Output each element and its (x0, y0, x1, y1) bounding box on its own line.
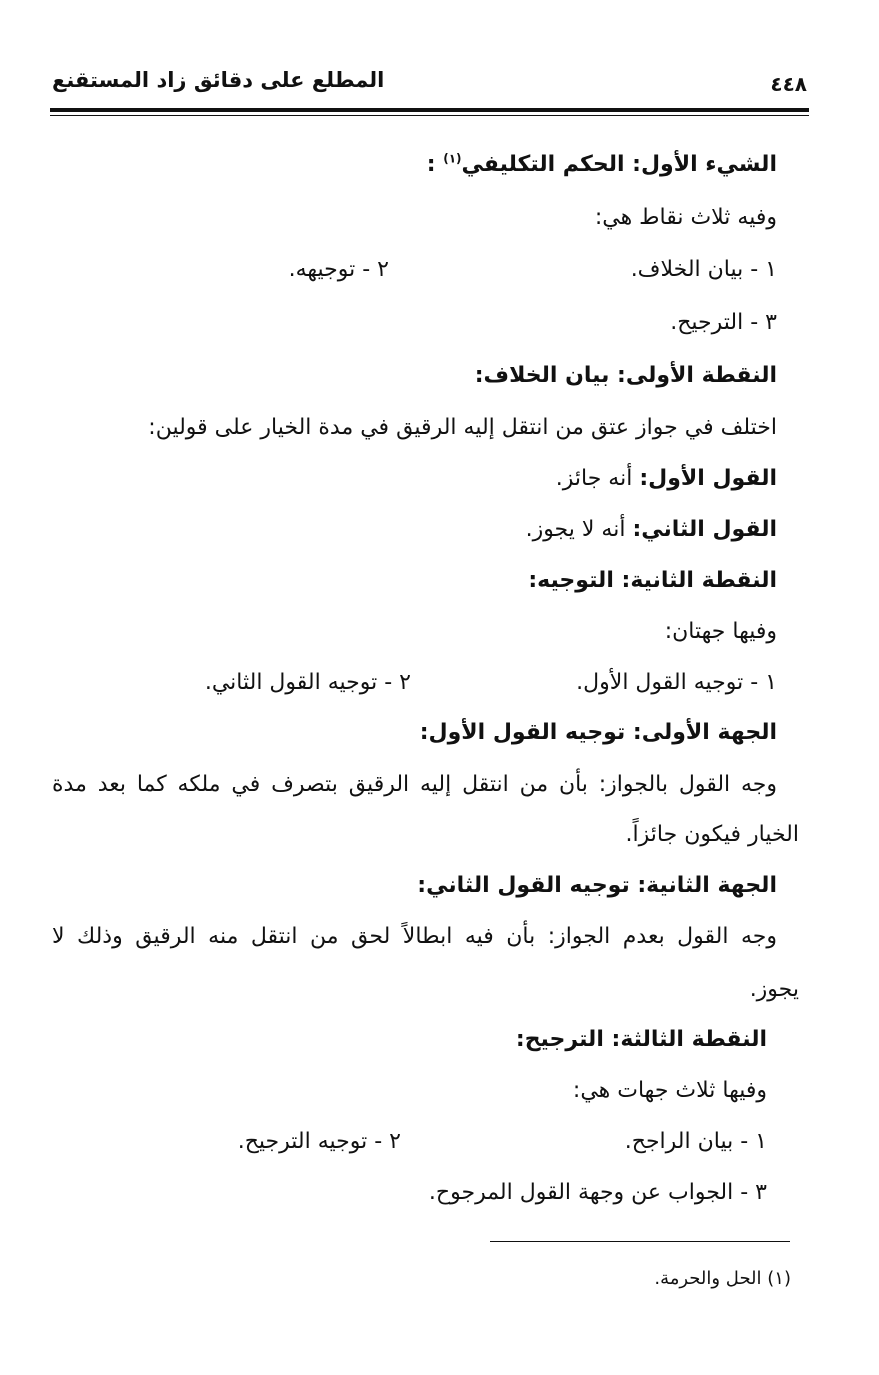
first-opinion (556, 464, 777, 496)
paragraph-permissibility-reason: وجه القول بالجواز: بأن من انتقل إليه الرقيق بتصرف في ملكه كما بعد مدة (52, 772, 777, 797)
second-opinion (526, 515, 777, 547)
paragraph-impermissibility-reason: وجه القول بعدم الجواز: بأن فيه ابطالاً لحق من انتقل منه الرقيق وذلك لا (52, 924, 777, 949)
footnote-separator (490, 1241, 790, 1242)
list-item-2: ٢ - توجيهه. (288, 257, 389, 282)
aspect-list-item-2: ٢ - توجيه القول الثاني. (204, 670, 411, 695)
paragraph-permissibility-conclusion: الخيار فيكون جائزاً. (625, 822, 799, 847)
first-opinion-text: أنه جائز. (555, 466, 633, 491)
paragraph-two-aspects: وفيها جهتان: (664, 619, 777, 644)
footnote-reference: (١) (443, 151, 462, 166)
aspect-two-heading: الجهة الثانية: توجيه القول الثاني: (417, 873, 777, 898)
section-heading-first (427, 150, 777, 182)
point-three-heading: النقطة الثالثة: الترجيح: (515, 1027, 767, 1052)
page-number: ٤٤٨ (770, 72, 807, 96)
paragraph-disagreement: اختلف في جواز عتق من انتقل إليه الرقيق في مدة الخيار على قولين: (148, 415, 777, 440)
paragraph-three-aspects: وفيها ثلاث جهات هي: (572, 1078, 767, 1103)
paragraph-impermissibility-conclusion: يجوز. (749, 977, 799, 1002)
aspect-one-heading: الجهة الأولى: توجيه القول الأول: (419, 720, 777, 745)
first-opinion-label: القول الأول: (639, 466, 777, 491)
header-rule-thin (50, 115, 809, 116)
heading-colon: : (426, 152, 436, 177)
list-item-1: ١ - بيان الخلاف. (630, 257, 777, 282)
preference-list-item-3: ٣ - الجواب عن وجهة القول المرجوح. (428, 1180, 767, 1205)
paragraph-intro-points: وفيه ثلاث نقاط هي: (594, 205, 777, 230)
aspect-list-item-1: ١ - توجيه القول الأول. (576, 670, 777, 695)
footnote-text: (١) الحل والحرمة. (654, 1268, 791, 1289)
preference-list-item-1: ١ - بيان الراجح. (624, 1129, 767, 1154)
heading-text: الشيء الأول: الحكم التكليفي (461, 152, 777, 177)
header-rule-thick (50, 108, 809, 112)
point-two-heading: النقطة الثانية: التوجيه: (528, 568, 777, 593)
second-opinion-label: القول الثاني: (632, 517, 777, 542)
second-opinion-text: أنه لا يجوز. (525, 517, 626, 542)
preference-list-item-2: ٢ - توجيه الترجيح. (237, 1129, 401, 1154)
book-title: المطلع على دقائق زاد المستقنع (52, 68, 385, 92)
page-header (52, 66, 807, 106)
list-item-3: ٣ - الترجيح. (670, 310, 777, 335)
point-one-heading: النقطة الأولى: بيان الخلاف: (474, 363, 777, 388)
